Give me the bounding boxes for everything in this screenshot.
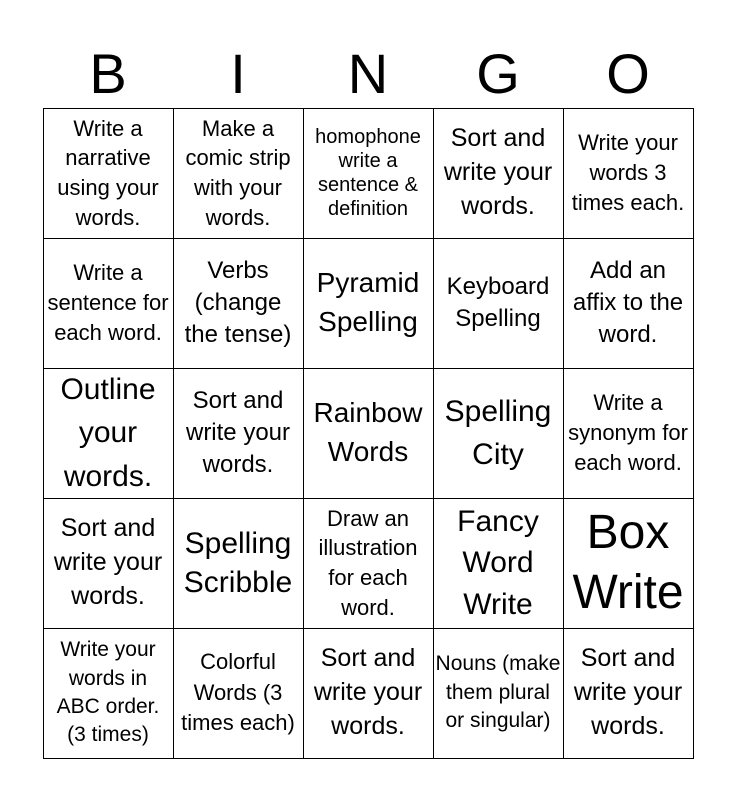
bingo-cell[interactable] <box>43 368 174 499</box>
cell-text: Pyramid Spelling <box>316 267 420 337</box>
bingo-cell[interactable] <box>563 628 694 759</box>
cell-text: Write a synonym for each word. <box>568 390 688 475</box>
cell-text: Outline your words. <box>60 372 156 493</box>
bingo-cell[interactable] <box>173 108 304 239</box>
cell-text: Colorful Words (3 times each) <box>181 649 295 736</box>
cell-text: Write a narrative using your words. <box>57 115 159 230</box>
bingo-cell[interactable] <box>43 498 174 629</box>
bingo-cell[interactable] <box>173 498 304 629</box>
bingo-cell[interactable] <box>563 498 694 629</box>
cell-text: Write a sentence for each word. <box>47 260 169 345</box>
cell-text: Spelling City <box>444 394 552 471</box>
bingo-cell[interactable] <box>433 498 564 629</box>
header-letter-i: I <box>230 42 246 105</box>
bingo-cell[interactable] <box>43 628 174 759</box>
cell-text: Make a comic strip with your words. <box>185 115 291 230</box>
cell-text: Verbs (change the tense) <box>184 257 292 348</box>
cell-text: homophone write a sentence & definition <box>315 126 421 220</box>
bingo-cell[interactable] <box>173 628 304 759</box>
cell-text: Keyboard Spelling <box>446 273 550 332</box>
bingo-cell[interactable] <box>303 108 434 239</box>
bingo-cell[interactable] <box>173 238 304 369</box>
cell-text: Write your words in ABC order. (3 times) <box>56 638 160 747</box>
cell-text: Box Write <box>572 506 684 619</box>
bingo-cell[interactable] <box>563 368 694 499</box>
cell-text: Sort and write your words. <box>573 644 683 740</box>
cell-text: Draw an illustration for each word. <box>318 505 418 620</box>
bingo-cell[interactable] <box>173 368 304 499</box>
bingo-board <box>43 108 693 758</box>
bingo-cell[interactable] <box>303 628 434 759</box>
bingo-cell[interactable] <box>433 238 564 369</box>
bingo-cell[interactable] <box>433 628 564 759</box>
cell-text: Rainbow Words <box>313 397 423 467</box>
bingo-header <box>43 40 693 108</box>
bingo-cell[interactable] <box>433 368 564 499</box>
bingo-cell[interactable] <box>303 368 434 499</box>
bingo-cell[interactable] <box>43 108 174 239</box>
header-letter-o: O <box>606 42 650 105</box>
cell-text: Sort and write your words. <box>53 514 163 610</box>
cell-text: Nouns (make them plural or singular) <box>435 652 561 733</box>
bingo-cell[interactable] <box>303 238 434 369</box>
bingo-cell[interactable] <box>433 108 564 239</box>
header-letter-b: B <box>89 42 127 105</box>
header-letter-g: G <box>476 42 520 105</box>
cell-text: Spelling Scribble <box>183 527 293 599</box>
bingo-cell[interactable] <box>563 238 694 369</box>
header-letter-n: N <box>347 42 389 105</box>
bingo-cell[interactable] <box>303 498 434 629</box>
cell-text: Sort and write your words. <box>443 124 553 220</box>
cell-text: Add an affix to the word. <box>572 257 684 348</box>
cell-text: Write your words 3 times each. <box>571 130 685 215</box>
bingo-cell[interactable] <box>43 238 174 369</box>
cell-text: Sort and write your words. <box>185 387 291 478</box>
cell-text: Sort and write your words. <box>313 644 423 740</box>
cell-text: Fancy Word Write <box>457 504 539 621</box>
bingo-cell[interactable] <box>563 108 694 239</box>
